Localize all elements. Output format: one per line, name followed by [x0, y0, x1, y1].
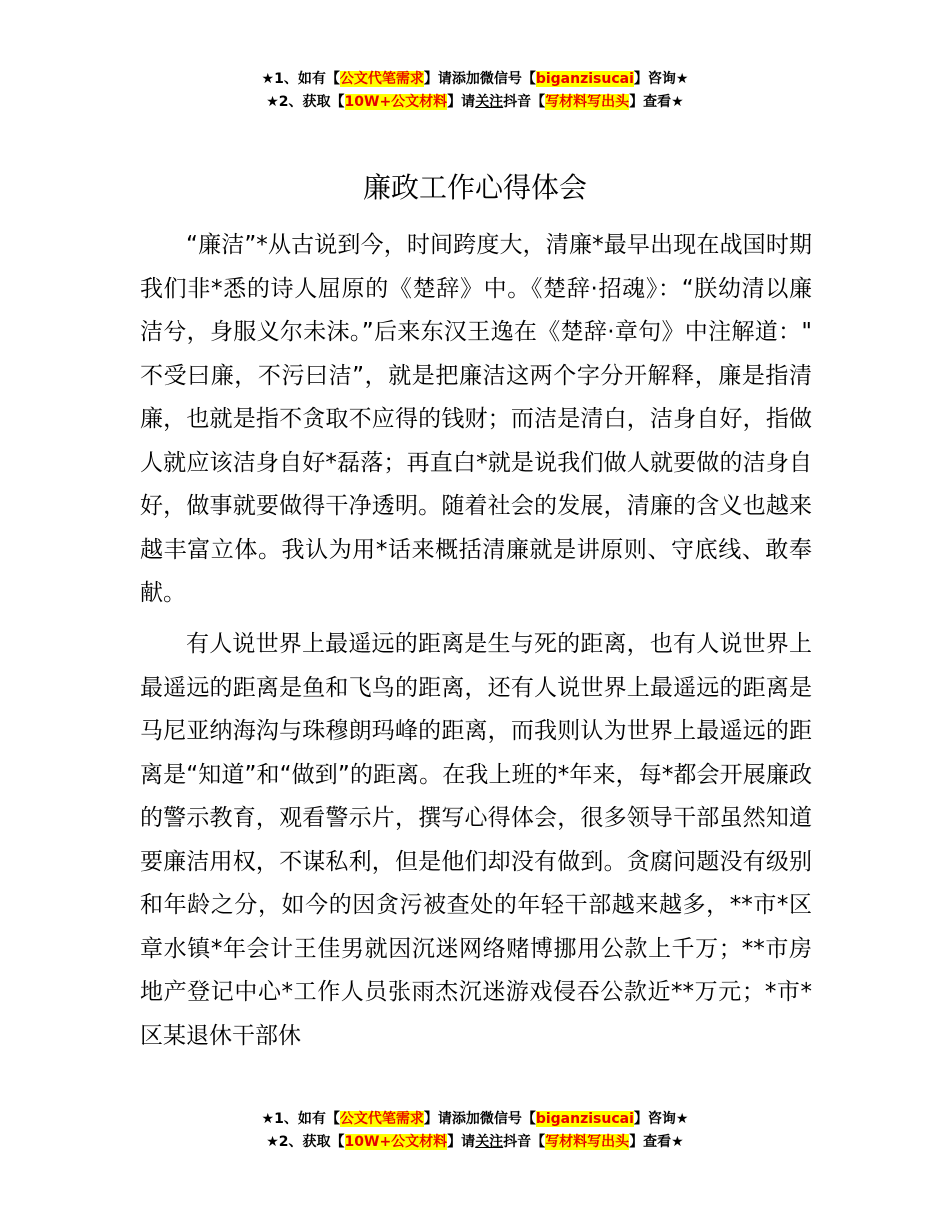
- banner-line-1: [0, 68, 950, 91]
- banner-text: 】咨询★: [633, 71, 689, 87]
- banner-line-1: [0, 1108, 950, 1131]
- banner-highlight: 10W+公文材料: [344, 1134, 448, 1150]
- banner-text: 】请添加微信号【: [423, 71, 536, 87]
- banner-text: 】查看★: [629, 94, 684, 110]
- footer-banner: [0, 1108, 950, 1154]
- banner-text: ★1、如有【: [261, 71, 340, 87]
- banner-text: ★1、如有【: [261, 1111, 340, 1127]
- banner-highlight: 公文代笔需求: [339, 71, 424, 87]
- banner-highlight: biganzisucai: [535, 71, 634, 87]
- body-paragraph-1: “廉洁”*从古说到今，时间跨度大，清廉*最早出现在战国时期我们非*悉的诗人屈原的《楚辞》中。《楚辞·招魂》：“朕幼清以廉洁兮，身服义尔未沫。”后来东汉王逸在《楚辞·章句》中注解道：" 不受曰廉，不污曰洁”，就是把廉洁这两个字分开解释，廉是指清廉，也就是指不贪取不应得的钱财；而洁是清白，洁身自好，指做人就应该洁身自好*磊落；再直白*就是说我们做人就要做的洁身自好，做事就要做得干净透明。随着社会的发展，清廉的含义也越来越丰富立体。我认为用*话来概括清廉就是讲原则、守底线、敢奉献。: [140, 232, 812, 606]
- header-banner: [0, 68, 950, 114]
- banner-text: 抖音【: [503, 1134, 546, 1150]
- banner-line-2: [0, 1131, 950, 1154]
- banner-text: ★2、获取【: [266, 1134, 345, 1150]
- banner-text: 】咨询★: [633, 1111, 689, 1127]
- banner-text: ★2、获取【: [266, 94, 345, 110]
- banner-highlight: 公文代笔需求: [339, 1111, 424, 1127]
- document-title: 廉政工作心得体会: [362, 171, 587, 204]
- banner-highlight: biganzisucai: [535, 1111, 634, 1127]
- body-paragraph-2: 有人说世界上最遥远的距离是生与死的距离，也有人说世界上最遥远的距离是鱼和飞鸟的距离，还有人说世界上最遥远的距离是马尼亚纳海沟与珠穆朗玛峰的距离，而我则认为世界上最遥远的距离是“知道”和“做到”的距离。在我上班的*年来，每*都会开展廉政的警示教育，观看警示片，撰写心得体会，很多领导干部虽然知道要廉洁用权，不谋私利，但是他们却没有做到。贪腐问题没有级别和年龄之分，如今的因贪污被查处的年轻干部越来越多，**市*区章水镇*年会计王佳男就因沉迷网络赌博挪用公款上千万；**市房地产登记中心*工作人员张雨杰沉迷游戏侵吞公款近**万元；*市*区某退休干部休: [140, 631, 813, 1049]
- banner-highlight: 写材料写出头: [545, 94, 630, 110]
- banner-underlined-text: 关注: [475, 94, 504, 110]
- banner-text: 】请: [447, 94, 476, 110]
- banner-text: 】请添加微信号【: [423, 1111, 536, 1127]
- banner-text: 抖音【: [503, 94, 546, 110]
- banner-line-2: [0, 91, 950, 114]
- banner-underlined-text: 关注: [475, 1134, 504, 1150]
- banner-text: 】查看★: [629, 1134, 684, 1150]
- banner-highlight: 10W+公文材料: [344, 94, 448, 110]
- banner-highlight: 写材料写出头: [545, 1134, 630, 1150]
- banner-text: 】请: [447, 1134, 476, 1150]
